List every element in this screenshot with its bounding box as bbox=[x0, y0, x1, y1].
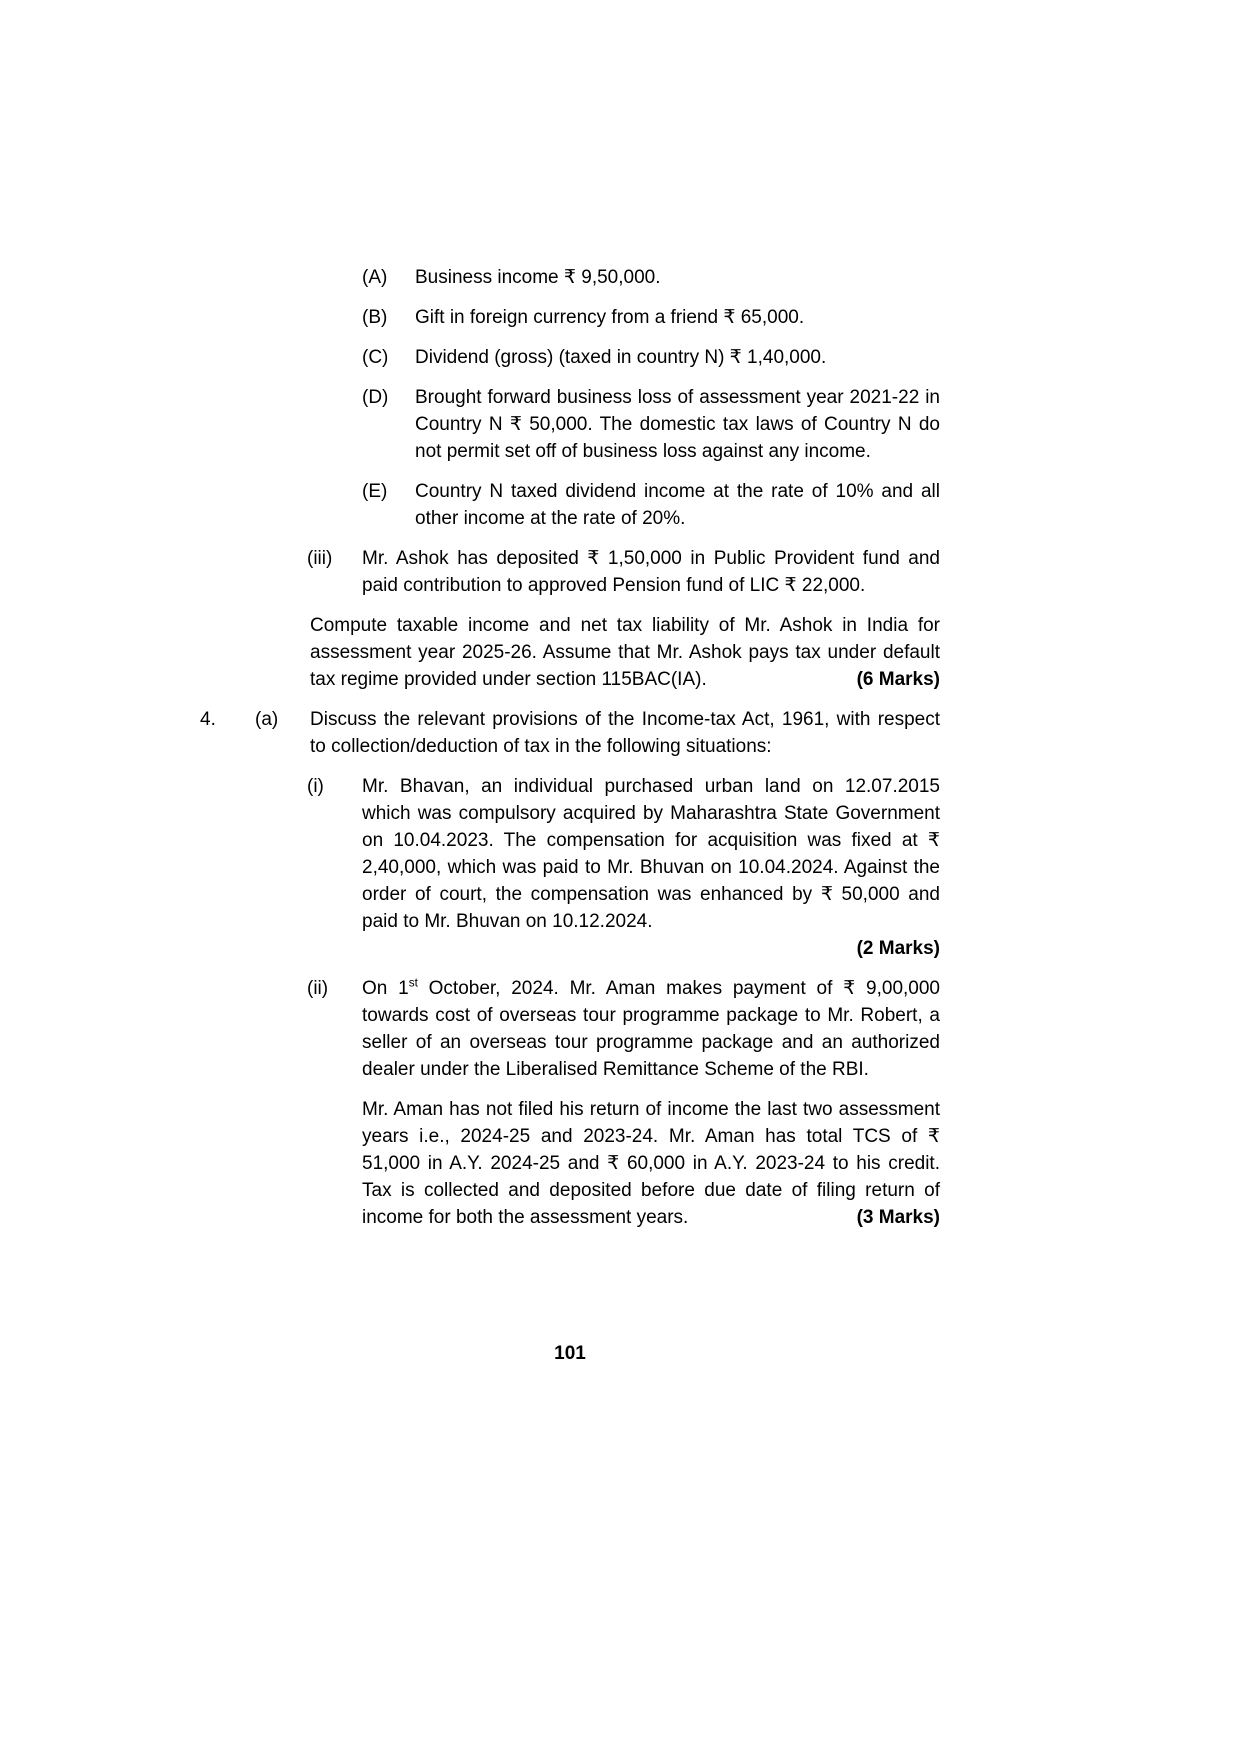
page-content bbox=[200, 264, 940, 1244]
item-label: (i) bbox=[307, 776, 324, 797]
item-label: (ii) bbox=[307, 978, 329, 999]
item-label: (B) bbox=[362, 307, 388, 328]
question-number: 4. bbox=[200, 709, 216, 730]
item-text: Business income ₹ 9,50,000. bbox=[415, 267, 661, 288]
question-intro: Discuss the relevant provisions of the Income-tax Act, 1961, with respect to collection/deduction of tax in the following situations: bbox=[310, 709, 940, 757]
question-part-label: (a) bbox=[255, 709, 279, 730]
list-item-a bbox=[200, 264, 940, 291]
item-text: Mr. Ashok has deposited ₹ 1,50,000 in Public Provident fund and paid contribution to approved Pension fund of LIC ₹ 22,000. bbox=[362, 548, 940, 596]
item-text-paragraph-1 bbox=[362, 975, 940, 1083]
paragraph bbox=[310, 612, 940, 693]
marks-badge: (6 Marks) bbox=[856, 669, 940, 690]
question-4a bbox=[200, 706, 940, 760]
list-item-ii bbox=[200, 975, 940, 1231]
item-body bbox=[362, 975, 940, 1231]
item-body bbox=[362, 773, 940, 962]
item-text: Brought forward business loss of assessment year 2021-22 in Country N ₹ 50,000. The domestic tax laws of Country N do not permit set off of business loss against any income. bbox=[415, 387, 940, 462]
paragraph-text: October, 2024. Mr. Aman makes payment of ₹ 9,00,000 towards cost of overseas tour programme package to Mr. Robert, a seller of an overseas tour programme package and an authorized dealer under the Liberalised Remittance Scheme of the RBI. bbox=[362, 978, 940, 1080]
item-label: (iii) bbox=[307, 548, 333, 569]
ordinal-superscript: st bbox=[408, 976, 418, 990]
compute-paragraph bbox=[200, 612, 940, 693]
item-label: (C) bbox=[362, 347, 389, 368]
list-item-iii bbox=[200, 545, 940, 599]
list-item-c bbox=[200, 344, 940, 371]
paragraph-text: On 1 bbox=[362, 978, 409, 999]
item-text: Dividend (gross) (taxed in country N) ₹ 1,40,000. bbox=[415, 347, 827, 368]
list-item-b bbox=[200, 304, 940, 331]
paragraph-text: Compute taxable income and net tax liability of Mr. Ashok in India for assessment year 2025-26. Assume that Mr. Ashok pays tax under default tax regime provided under section 115BAC(IA). bbox=[310, 615, 940, 690]
item-label: (E) bbox=[362, 481, 388, 502]
marks-badge: (3 Marks) bbox=[856, 1207, 940, 1228]
item-text-paragraph-2 bbox=[362, 1096, 940, 1231]
list-item-d bbox=[200, 384, 940, 465]
page-number: 101 bbox=[554, 1343, 586, 1364]
item-label: (D) bbox=[362, 387, 389, 408]
item-text: Country N taxed dividend income at the rate of 10% and all other income at the rate of 20%. bbox=[415, 481, 940, 529]
item-label: (A) bbox=[362, 267, 388, 288]
item-text: Gift in foreign currency from a friend ₹ 65,000. bbox=[415, 307, 805, 328]
marks-badge: (2 Marks) bbox=[856, 938, 940, 959]
list-item-i bbox=[200, 773, 940, 962]
item-text: Mr. Bhavan, an individual purchased urban land on 12.07.2015 which was compulsory acquired by Maharashtra State Government on 10.04.2023. The compensation for acquisition was fixed at ₹ 2,40,000, which was paid to Mr. Bhuvan on 10.04.2024. Against the order of court, the compensation was enhanced by ₹ 50,000 and paid to Mr. Bhuvan on 10.12.2024. bbox=[362, 776, 940, 932]
paragraph-text: Mr. Aman has not filed his return of income the last two assessment years i.e., 2024-25 and 2023-24. Mr. Aman has total TCS of ₹ 51,000 in A.Y. 2024-25 and ₹ 60,000 in A.Y. 2023-24 to his credit. Tax is collected and deposited before due date of filing return of income for both the assessment years. bbox=[362, 1099, 940, 1228]
list-item-e bbox=[200, 478, 940, 532]
